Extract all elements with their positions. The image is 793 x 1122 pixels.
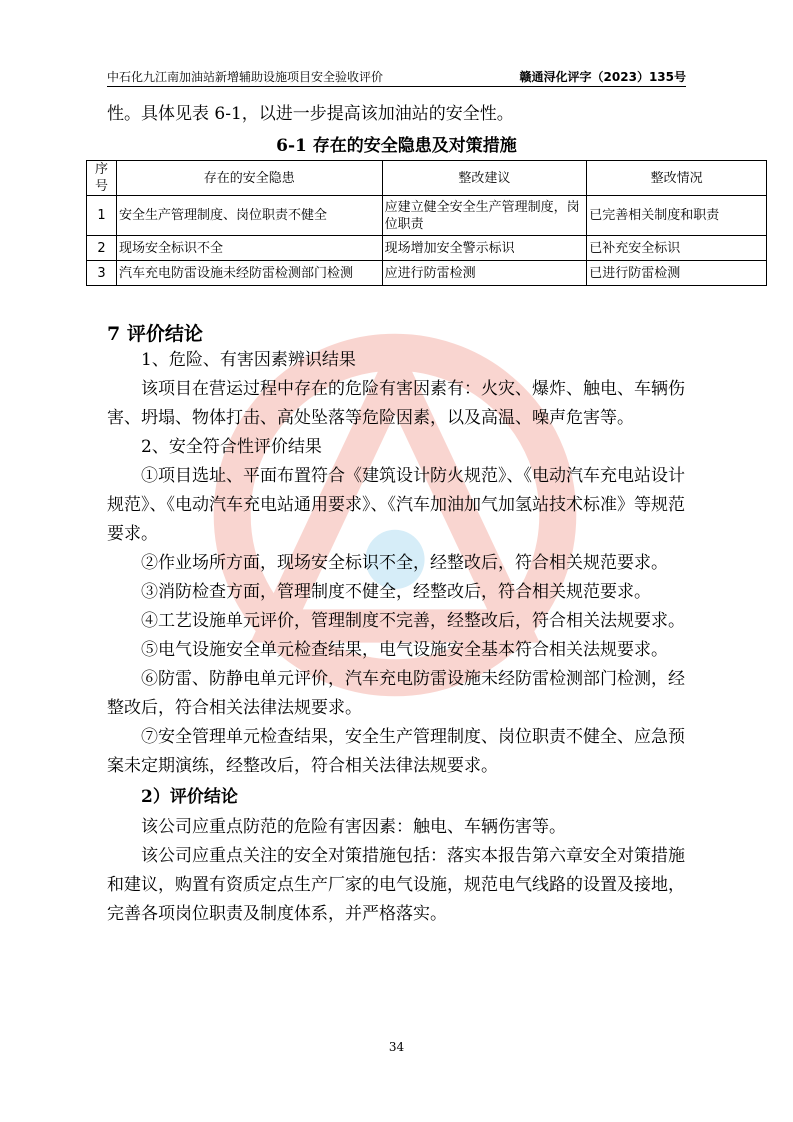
list-item: ⑤电气设施安全单元检查结果，电气设施安全基本符合相关法规要求。	[141, 640, 668, 660]
table-cell: 应进行防雷检测	[382, 261, 587, 286]
paragraph-key-hazards: 该公司应重点防范的危险有害因素：触电、车辆伤害等。	[141, 817, 566, 837]
table-header-cell: 存在的安全隐患	[116, 161, 382, 196]
table-header-row	[87, 161, 767, 196]
section-heading: 7 评价结论	[107, 323, 203, 345]
header-doc-number: 赣通浔化评字（2023）135号	[519, 70, 686, 84]
list-item: ⑦安全管理单元检查结果，安全生产管理制度、岗位职责不健全、应急预案未定期演练，经整改后，符合相关法律法规要求。	[107, 727, 685, 776]
list-item: ①项目选址、平面布置符合《建筑设计防火规范》、《电动汽车充电站设计规范》、《电动汽车充电站通用要求》、《汽车加油加气加氢站技术标准》等规范要求。	[107, 466, 685, 544]
table-cell: 1	[87, 196, 117, 236]
table-row	[87, 196, 767, 236]
table-cell: 2	[87, 236, 117, 261]
table-header-cell: 整改情况	[587, 161, 767, 196]
list-item: ②作业场所方面，现场安全标识不全，经整改后，符合相关规范要求。	[141, 553, 668, 573]
list-item: ④工艺设施单元评价，管理制度不完善，经整改后，符合相关法规要求。	[141, 611, 685, 631]
table-cell: 应建立健全安全生产管理制度，岗位职责	[382, 196, 587, 236]
paragraph-measures: 该公司应重点关注的安全对策措施包括：落实本报告第六章安全对策措施和建议，购置有资质定点生产厂家的电气设施，规范电气线路的设置及接地，完善各项岗位职责及制度体系，并严格落实。	[107, 846, 685, 924]
list-item: ⑥防雷、防静电单元评价，汽车充电防雷设施未经防雷检测部门检测，经整改后，符合相关法律法规要求。	[107, 669, 685, 718]
table-row	[87, 261, 767, 286]
header-title: 中石化九江南加油站新增辅助设施项目安全验收评价	[107, 70, 384, 84]
table-cell: 已进行防雷检测	[587, 261, 767, 286]
page-header	[107, 64, 686, 87]
hazard-table	[86, 160, 767, 286]
subheading-1: 1、危险、有害因素辨识结果	[141, 350, 356, 370]
table-cell: 现场增加安全警示标识	[382, 236, 587, 261]
table-cell: 3	[87, 261, 117, 286]
table-row	[87, 236, 767, 261]
table-header-cell: 整改建议	[382, 161, 587, 196]
page-number: 34	[388, 1040, 405, 1054]
table-cell: 现场安全标识不全	[116, 236, 382, 261]
table-cell: 安全生产管理制度、岗位职责不健全	[116, 196, 382, 236]
paragraph-hazards: 该项目在营运过程中存在的危险有害因素有：火灾、爆炸、触电、车辆伤害、坍塌、物体打击、高处坠落等危险因素，以及高温、噪声危害等。	[107, 379, 685, 428]
subheading-2: 2、安全符合性评价结果	[141, 437, 322, 457]
table-cell: 已完善相关制度和职责	[587, 196, 767, 236]
subheading-3: 2）评价结论	[141, 787, 238, 807]
table-cell: 已补充安全标识	[587, 236, 767, 261]
list-item: ③消防检查方面，管理制度不健全，经整改后，符合相关规范要求。	[141, 582, 651, 602]
table-caption: 6-1 存在的安全隐患及对策措施	[276, 136, 517, 156]
table-cell: 汽车充电防雷设施未经防雷检测部门检测	[116, 261, 382, 286]
table-header-cell: 序号	[87, 161, 117, 196]
intro-paragraph: 性。具体见表 6-1，以进一步提高该加油站的安全性。	[107, 104, 514, 124]
